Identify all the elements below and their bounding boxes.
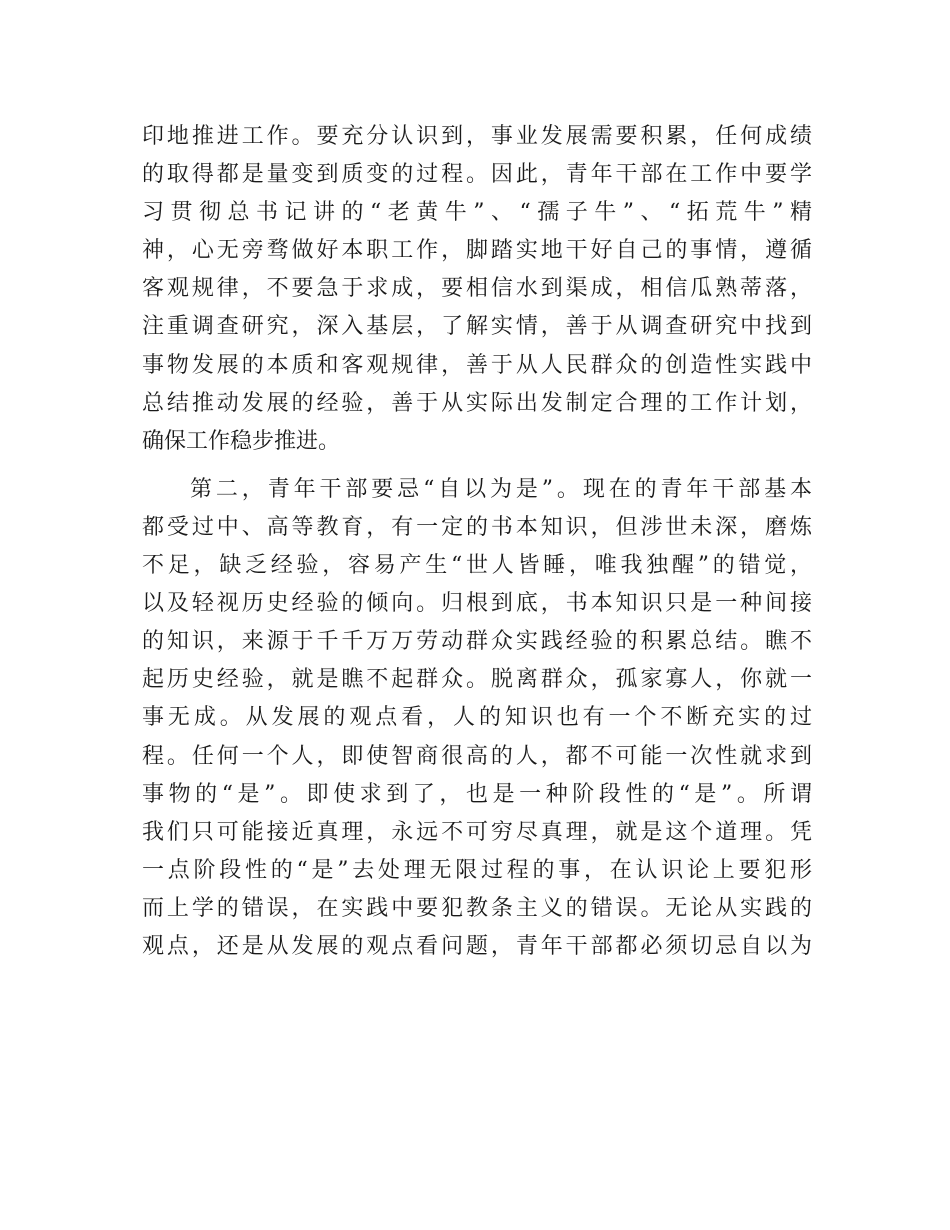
- paragraph-1: [142, 118, 812, 461]
- paragraph-line: 神，心无旁骛做好本职工作，脚踏实地干好自己的事情，遵循: [142, 238, 812, 264]
- paragraph-line: 第二，青年干部要忌“自以为是”。现在的青年干部基本: [190, 476, 812, 502]
- paragraph-line: 不足，缺乏经验，容易产生“世人皆睡，唯我独醒”的错觉，: [142, 553, 812, 579]
- paragraph-line: 而上学的错误，在实践中要犯教条主义的错误。无论从实践的: [142, 895, 812, 921]
- paragraph-line: 的知识，来源于千千万万劳动群众实践经验的积累总结。瞧不: [142, 629, 812, 655]
- paragraph-line: 客观规律，不要急于求成，要相信水到渠成，相信瓜熟蒂落，: [142, 276, 812, 302]
- paragraph-line: 的取得都是量变到质变的过程。因此，青年干部在工作中要学: [142, 162, 812, 188]
- paragraph-line: 事无成。从发展的观点看，人的知识也有一个不断充实的过: [142, 705, 812, 731]
- paragraph-line: 程。任何一个人，即使智商很高的人，都不可能一次性就求到: [142, 743, 812, 769]
- paragraph-line: 都受过中、高等教育，有一定的书本知识，但涉世未深，磨炼: [142, 514, 812, 540]
- paragraph-line: 事物的“是”。即使求到了，也是一种阶段性的“是”。所谓: [142, 781, 812, 807]
- paragraph-line: 起历史经验，就是瞧不起群众。脱离群众，孤家寡人，你就一: [142, 667, 812, 693]
- paragraph-line: 我们只可能接近真理，永远不可穷尽真理，就是这个道理。凭: [142, 819, 812, 845]
- paragraph-line: 观点，还是从发展的观点看问题，青年干部都必须切忌自以为: [142, 933, 812, 959]
- paragraph-line: 注重调查研究，深入基层，了解实情，善于从调查研究中找到: [142, 314, 812, 340]
- paragraph-line: 习贯彻总书记讲的“老黄牛”、“孺子牛”、“拓荒牛”精: [142, 200, 812, 226]
- paragraph-line: 以及轻视历史经验的倾向。归根到底，书本知识只是一种间接: [142, 591, 812, 617]
- paragraph-line: 事物发展的本质和客观规律，善于从人民群众的创造性实践中: [142, 352, 812, 378]
- paragraph-line: 印地推进工作。要充分认识到，事业发展需要积累，任何成绩: [142, 124, 812, 149]
- paragraph-spacer: [142, 461, 812, 471]
- paragraph-line: 一点阶段性的“是”去处理无限过程的事，在认识论上要犯形: [142, 857, 812, 883]
- paragraph-2: [142, 471, 812, 966]
- body-text: [142, 118, 812, 966]
- paragraph-line: 总结推动发展的经验，善于从实际出发制定合理的工作计划，: [142, 390, 812, 416]
- paragraph-line: 确保工作稳步推进。: [142, 428, 341, 454]
